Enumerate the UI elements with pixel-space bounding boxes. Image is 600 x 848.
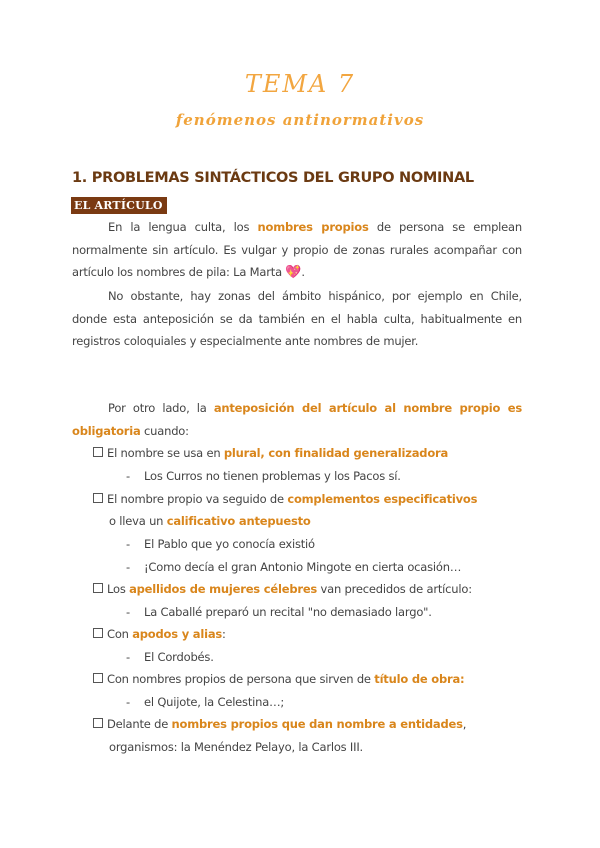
dash-bullet: - xyxy=(126,605,130,619)
example-text: El Pablo que yo conocía existió xyxy=(144,537,315,551)
p3-text-a: Por otro lado, la xyxy=(108,401,214,415)
example-text: Los Curros no tienen problemas y los Pacos sí. xyxy=(144,469,401,483)
page-subtitle: fenómenos antinormativos xyxy=(175,111,425,129)
dash-bullet: - xyxy=(126,695,130,709)
section-badge: EL ARTÍCULO xyxy=(71,197,167,214)
list-item xyxy=(93,442,448,465)
checkbox-icon xyxy=(93,673,103,683)
p1-text-a: En la lengua culta, los xyxy=(108,220,258,234)
checkbox-icon xyxy=(93,447,103,457)
list-item-continuation xyxy=(109,510,311,533)
item-text: , xyxy=(462,717,467,731)
heart-icon: 💖 xyxy=(285,265,302,281)
item-highlight: apellidos de mujeres célebres xyxy=(129,582,318,596)
example-text: El Cordobés. xyxy=(144,650,214,664)
section-heading: 1. PROBLEMAS SINTÁCTICOS DEL GRUPO NOMINAL xyxy=(72,170,474,186)
dash-bullet: - xyxy=(126,537,130,551)
item-text: Delante de xyxy=(107,717,172,731)
page-title: TEMA 7 xyxy=(244,70,356,98)
list-item-continuation: organismos: la Menéndez Pelayo, la Carlos III. xyxy=(109,740,363,754)
list-item xyxy=(93,668,464,691)
paragraph-3 xyxy=(72,397,522,442)
example-line xyxy=(126,556,461,579)
paragraph-2: No obstante, hay zonas del ámbito hispánico, por ejemplo en Chile, donde esta anteposición se da también en el habla culta, habitualmente en registros coloquiales y especialmente ante nombres de mujer. xyxy=(72,289,522,349)
p3-text-b: cuando: xyxy=(140,423,189,438)
item-highlight: apodos y alias xyxy=(132,627,223,641)
p3-highlight: anteposición del artículo al nombre propio es obligatoria xyxy=(72,401,522,438)
item-text: El nombre propio va seguido de xyxy=(107,492,288,506)
paragraph-1 xyxy=(72,216,522,285)
example-text: La Caballé preparó un recital "no demasiado largo". xyxy=(144,605,432,619)
example-line xyxy=(126,533,315,556)
dash-bullet: - xyxy=(126,650,130,664)
list-item xyxy=(93,623,226,646)
dash-bullet: - xyxy=(126,469,130,483)
item-highlight: plural, con finalidad generalizadora xyxy=(223,446,449,460)
checkbox-icon xyxy=(93,628,103,638)
dash-bullet: - xyxy=(126,560,130,574)
checkbox-icon xyxy=(93,583,103,593)
example-line xyxy=(126,691,284,714)
item-text: o lleva un xyxy=(109,514,167,528)
item-highlight: calificativo antepuesto xyxy=(166,514,311,528)
item-highlight: complementos especificativos xyxy=(287,492,478,506)
p1-text-b: de persona se emplean normalmente sin artículo. Es vulgar y propio de zonas rurales acompañar con artículo los nombres de pila: La Marta xyxy=(72,220,522,280)
example-text: ¡Como decía el gran Antonio Mingote en cierta ocasión… xyxy=(144,560,462,574)
example-text: el Quijote, la Celestina…; xyxy=(144,695,285,709)
item-text: Los xyxy=(107,582,130,596)
example-line xyxy=(126,465,401,488)
item-text: Con xyxy=(107,627,133,641)
item-highlight: nombres propios que dan nombre a entidades xyxy=(171,717,463,731)
checkbox-icon xyxy=(93,493,103,503)
example-line xyxy=(126,646,214,669)
p1-text-c: . xyxy=(301,265,305,280)
list-item xyxy=(93,713,466,736)
checkbox-icon xyxy=(93,718,103,728)
item-text: El nombre se usa en xyxy=(107,446,224,460)
item-text: van precedidos de artículo: xyxy=(317,582,472,596)
list-item xyxy=(93,488,477,511)
list-item xyxy=(93,578,472,601)
example-line xyxy=(126,601,432,624)
p1-highlight: nombres propios xyxy=(257,220,369,234)
item-text: Con nombres propios de persona que sirven de xyxy=(107,672,375,686)
item-highlight: título de obra: xyxy=(374,672,465,686)
item-text: : xyxy=(222,627,226,641)
